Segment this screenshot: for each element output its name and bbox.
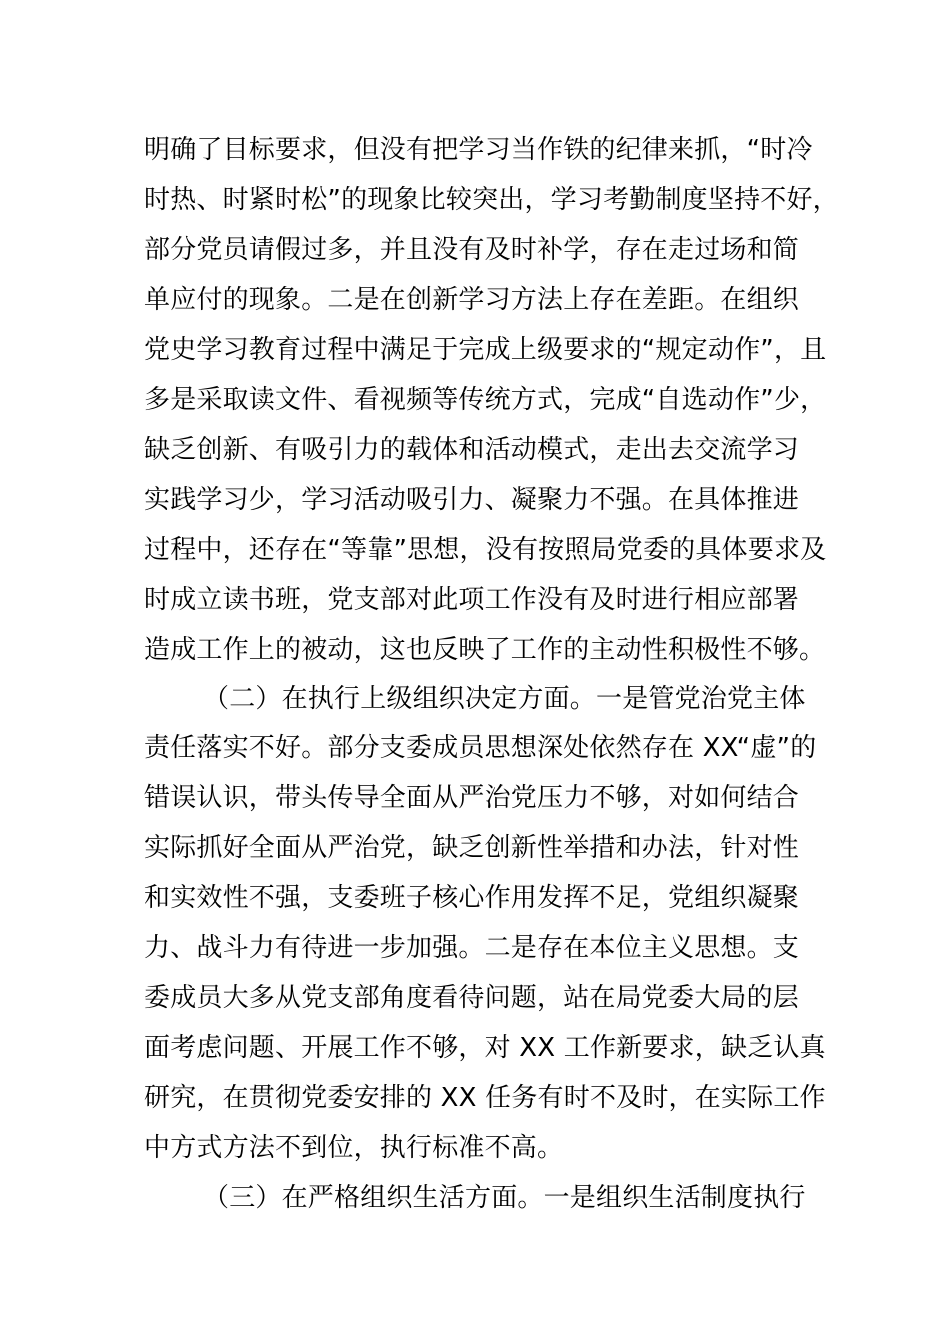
text-line: 造成工作上的被动，这也反映了工作的主动性积极性不够。 (144, 635, 826, 665)
text-line: 和实效性不强，支委班子核心作用发挥不足，党组织凝聚 (144, 883, 800, 913)
text-line: 研究，在贯彻党委安排的 XX 任务有时不及时，在实际工作 (144, 1083, 826, 1113)
text-line: 实践学习少，学习活动吸引力、凝聚力不强。在具体推进 (144, 485, 800, 515)
text-line: 力、战斗力有待进一步加强。二是存在本位主义思想。支 (144, 933, 800, 963)
text-line: 委成员大多从党支部角度看待问题，站在局党委大局的层 (144, 983, 800, 1013)
section-heading-2: （二）在执行上级组织决定方面。一是管党治党主体 (203, 684, 806, 714)
text-line: 面考虑问题、开展工作不够，对 XX 工作新要求，缺乏认真 (144, 1033, 826, 1063)
text-line: 时成立读书班，党支部对此项工作没有及时进行相应部署 (144, 585, 800, 615)
text-line: 时热、时紧时松”的现象比较突出，学习考勤制度坚持不好， (144, 185, 839, 215)
text-line: 党史学习教育过程中满足于完成上级要求的“规定动作”，且 (144, 335, 827, 365)
text-line: 部分党员请假过多，并且没有及时补学，存在走过场和简 (144, 235, 800, 265)
text-line: 单应付的现象。二是在创新学习方法上存在差距。在组织 (144, 285, 800, 315)
text-line: 过程中，还存在“等靠”思想，没有按照局党委的具体要求及 (144, 535, 827, 565)
text-line: 实际抓好全面从严治党，缺乏创新性举措和办法，针对性 (144, 833, 800, 863)
text-line: 明确了目标要求，但没有把学习当作铁的纪律来抓，“时冷 (144, 135, 813, 165)
text-line: 责任落实不好。部分支委成员思想深处依然存在 XX“虚”的 (144, 733, 817, 763)
text-line: 多是采取读文件、看视频等传统方式，完成“自选动作”少， (144, 385, 827, 415)
text-line: 中方式方法不到位，执行标准不高。 (144, 1133, 564, 1163)
section-heading-3: （三）在严格组织生活方面。一是组织生活制度执行 (203, 1183, 806, 1213)
text-line: 缺乏创新、有吸引力的载体和活动模式，走出去交流学习 (144, 435, 800, 465)
text-line: 错误认识，带头传导全面从严治党压力不够，对如何结合 (144, 783, 800, 813)
